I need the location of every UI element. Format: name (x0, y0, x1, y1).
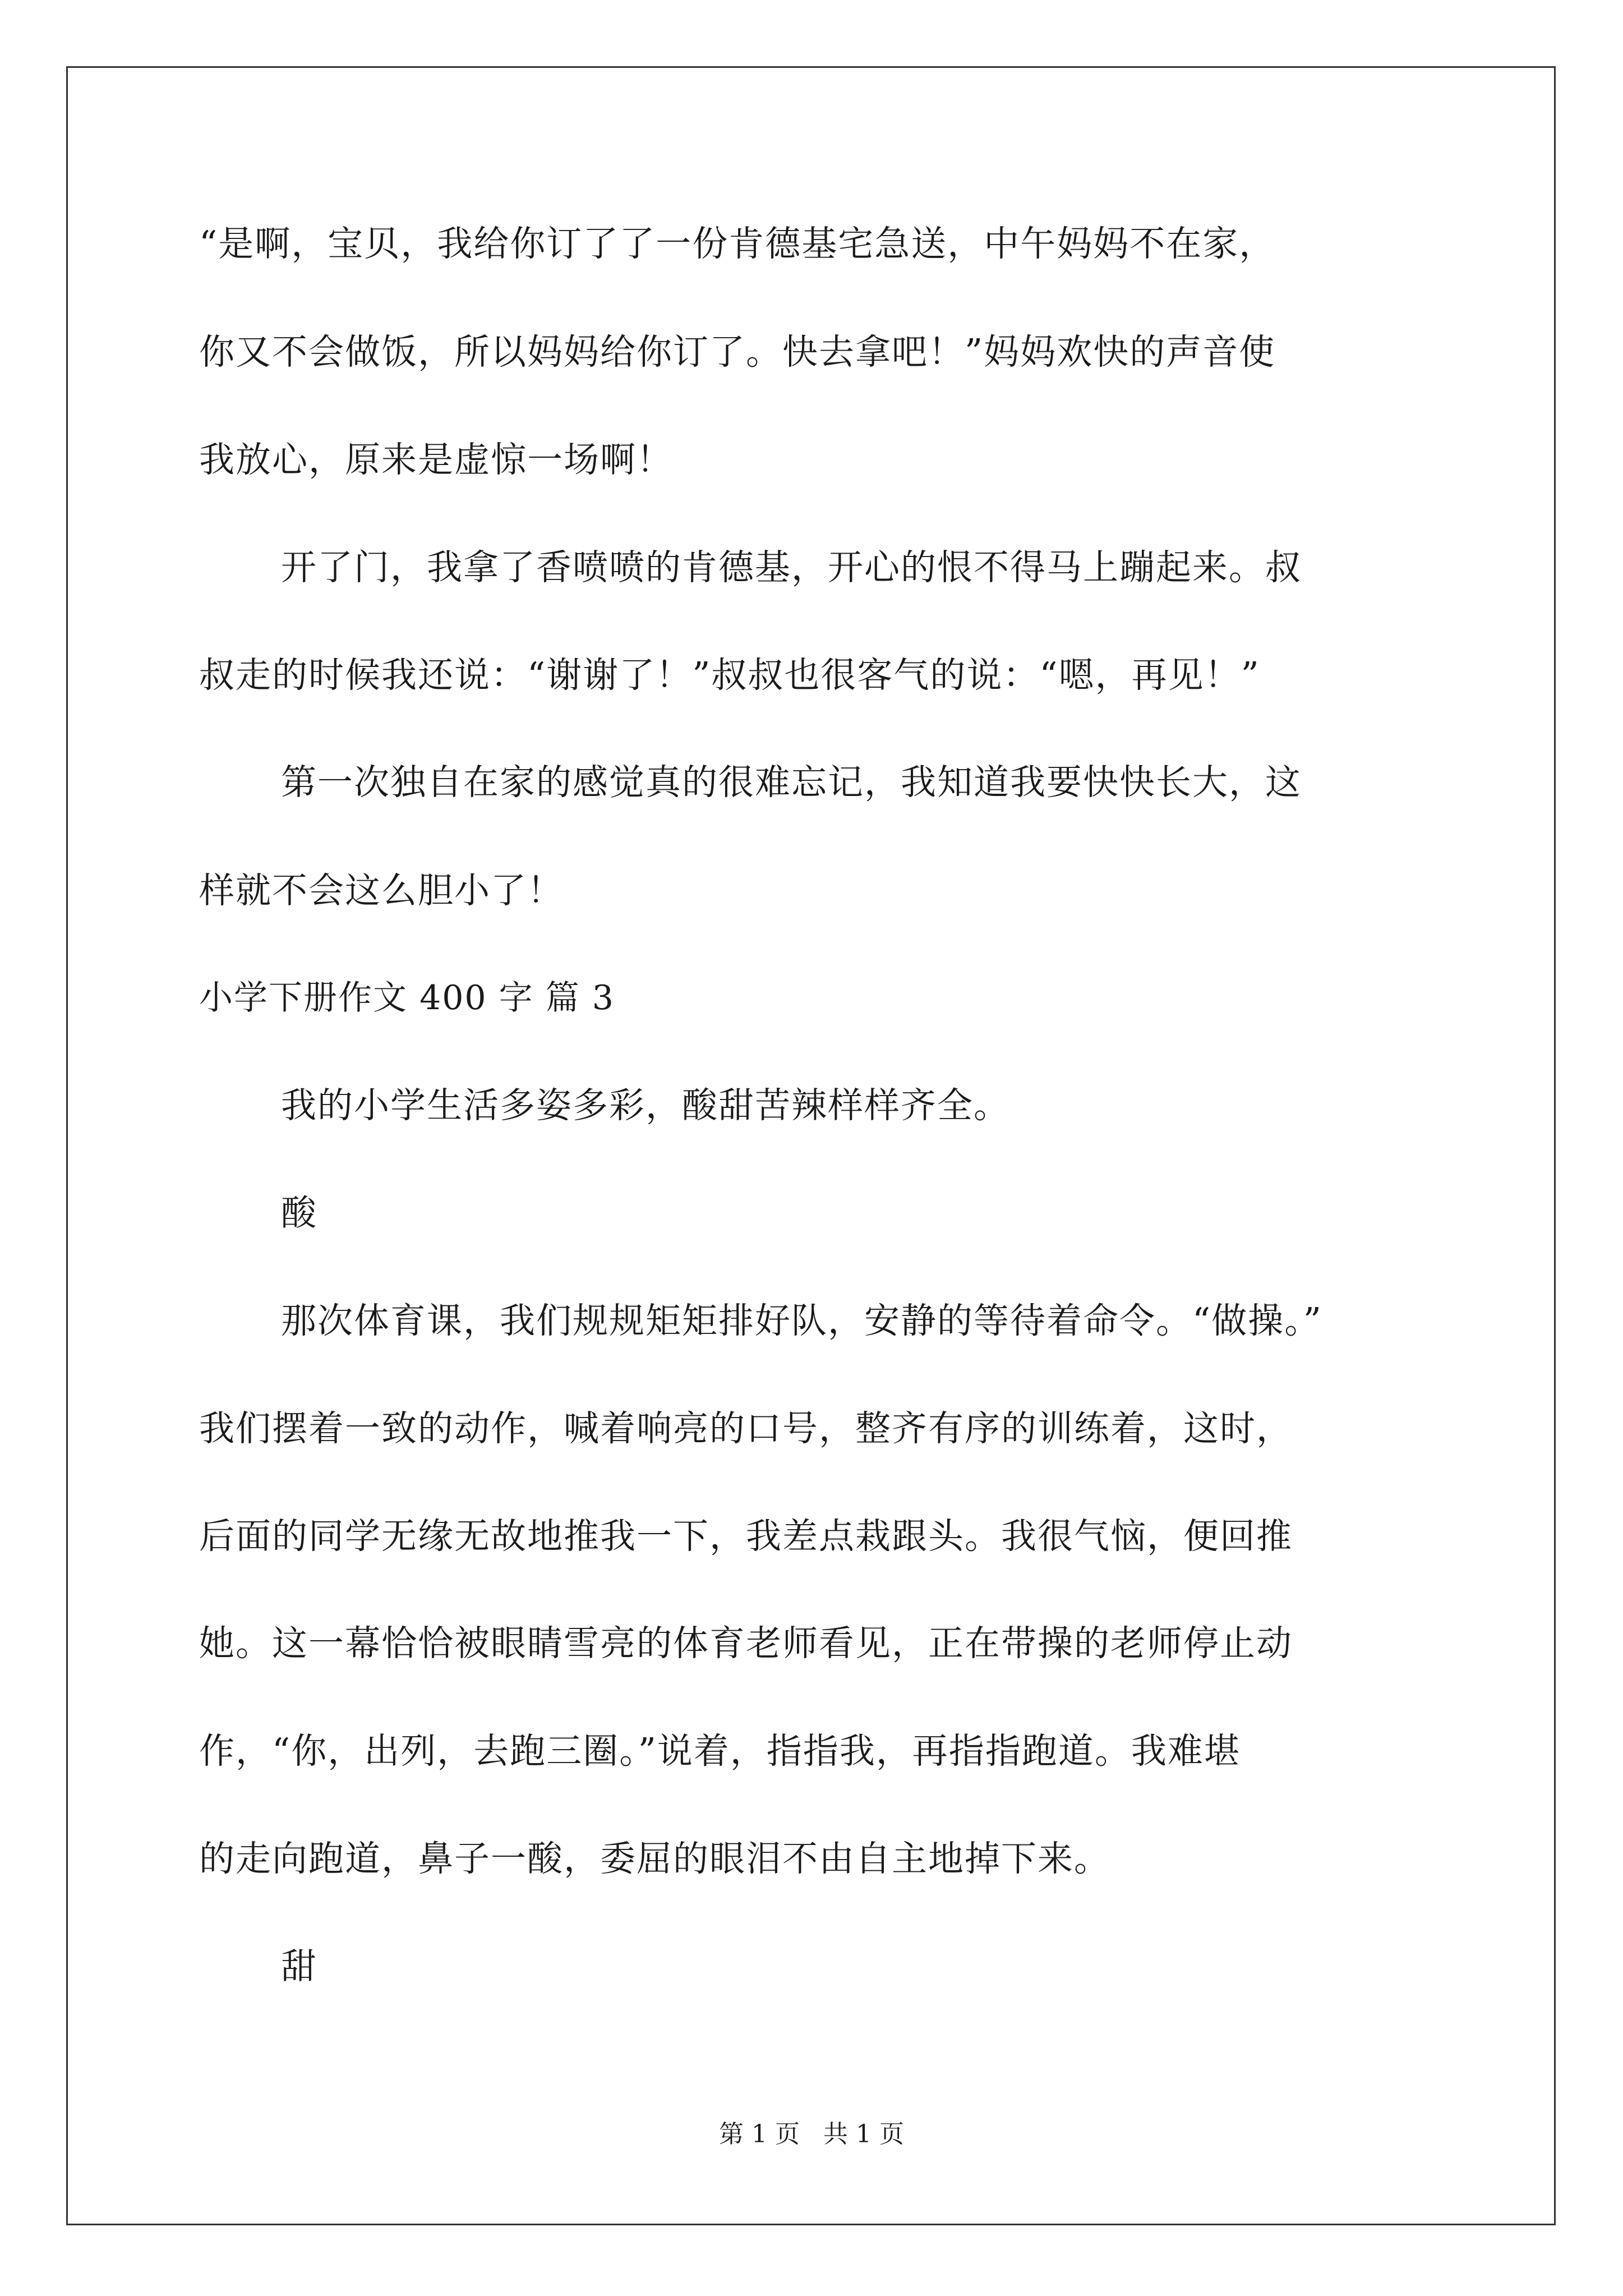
text-line: 我放心，原来是虚惊一场啊！ (199, 439, 673, 480)
page-border (66, 66, 1556, 2225)
text-line: 后面的同学无缘无故地推我一下，我差点栽跟头。我很气恼，便回推 (199, 1516, 1293, 1557)
text-line: 叔走的时候我还说：“谢谢了！”叔叔也很客气的说：“嗯，再见！” (199, 655, 1260, 696)
text-line: 酸 (281, 1193, 317, 1234)
text-line: 我的小学生活多姿多彩，酸甜苦辣样样齐全。 (281, 1085, 1010, 1126)
text-line: 她。这一幕恰恰被眼睛雪亮的体育老师看见，正在带操的老师停止动 (199, 1623, 1293, 1664)
text-line: 甜 (281, 1946, 317, 1987)
text-line: 样就不会这么胆小了！ (199, 870, 564, 911)
section-heading: 小学下册作文 400 字 篇 3 (199, 978, 615, 1018)
page-footer: 第 1 页 共 1 页 (719, 2120, 904, 2148)
text-line: 第一次独自在家的感觉真的很难忘记，我知道我要快快长大，这 (281, 762, 1302, 803)
text-line: 你又不会做饭，所以妈妈给你订了。快去拿吧！”妈妈欢快的声音使 (199, 332, 1276, 372)
text-line: 我们摆着一致的动作，喊着响亮的口号，整齐有序的训练着，这时， (199, 1408, 1293, 1449)
text-line: 的走向跑道，鼻子一酸，委屈的眼泪不由自主地掉下来。 (199, 1838, 1110, 1879)
text-line: 那次体育课，我们规规矩矩排好队，安静的等待着命令。“做操。” (281, 1300, 1322, 1341)
text-line: “是啊，宝贝，我给你订了了一份肯德基宅急送，中午妈妈不在家， (199, 223, 1276, 264)
text-line: 开了门，我拿了香喷喷的肯德基，开心的恨不得马上蹦起来。叔 (281, 547, 1302, 588)
text-line: 作，“你，出列，去跑三圈。”说着，指指我，再指指跑道。我难堪 (199, 1731, 1241, 1772)
